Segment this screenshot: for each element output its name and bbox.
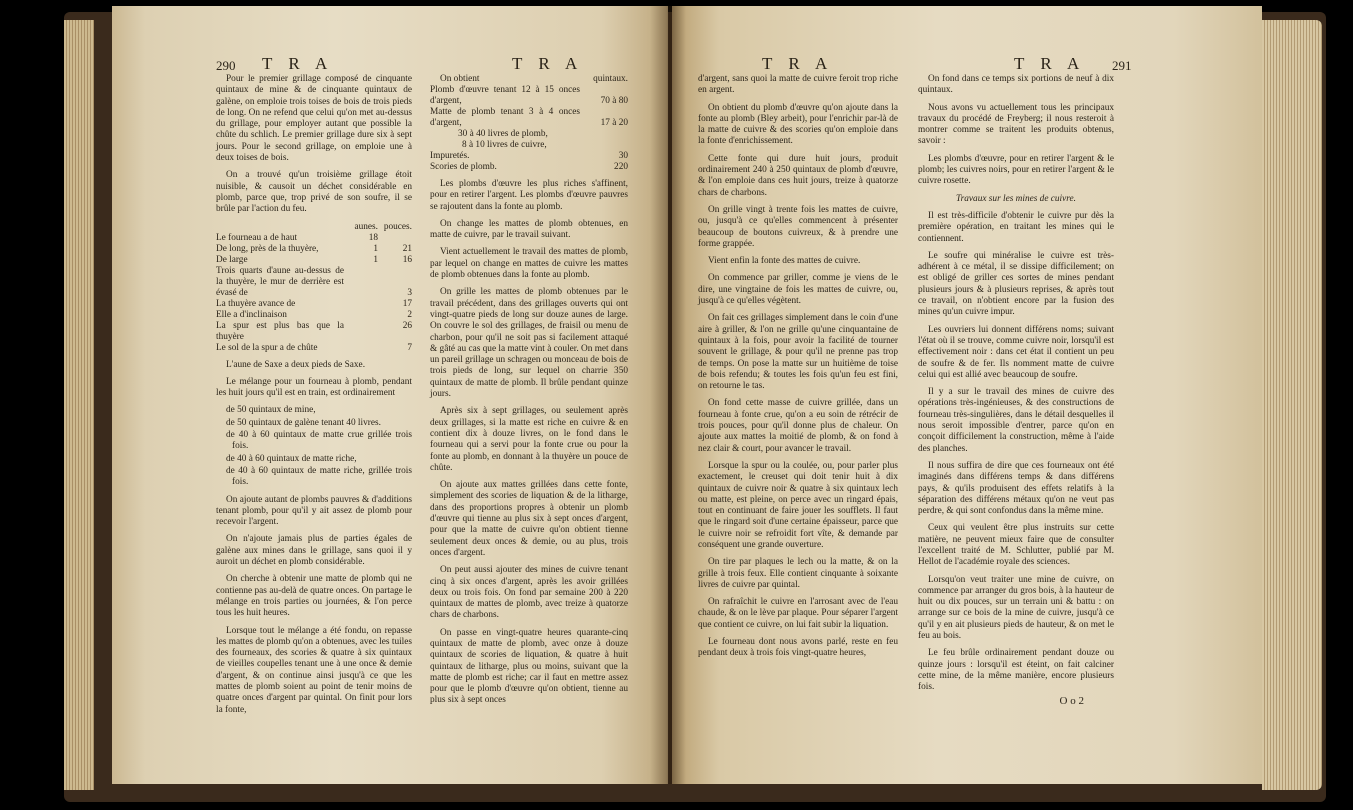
paragraph: Il est très-difficile d'obtenir le cuivre pur dès la première opération, en traitant les mines qui le contiennent.: [918, 210, 1114, 244]
table-cell: [344, 343, 378, 354]
paragraph: On rafraîchit le cuivre en l'arrosant avec de l'eau chaude, & on le lève par plaque. Pour séparer l'argent que contient ce cuivre, on lui fait subir la liquation.: [698, 597, 898, 630]
table-row: [216, 233, 412, 244]
table-cell: 18: [368, 232, 378, 243]
table-cell: [344, 299, 378, 310]
table-cell: 16: [402, 254, 412, 265]
table-cell: [580, 129, 628, 140]
list-item: de 50 quintaux de mine,: [226, 405, 316, 416]
table-cell: Scories de plomb.: [430, 162, 497, 172]
table-cell: 7: [407, 342, 412, 353]
table-cell: 220: [614, 162, 628, 172]
paragraph: Lorsque la spur ou la coulée, ou, pour parler plus exactement, le creuset qui doit tenir huit à dix quintaux de cuivre noir & quatre à six quintaux lech ou matte, est pleine, on perce avec un ringard épais, tout en continuant de faire jouer les soufflets. Il faut que le ringard soit d'une certaine épaisseur, parce que le cuivre noir se refroidit fort vîte, & demande par conséquent une grande ouverture.: [698, 460, 898, 550]
table-cell: 17: [402, 298, 412, 309]
table-cell: 21: [402, 243, 412, 254]
table-cell: [344, 321, 378, 343]
table-row: [430, 85, 628, 107]
paragraph: On n'ajoute jamais plus de parties égales de galène aux mines dans le grillage, sans quoi il y auroit un déchet en plomb considérable.: [216, 534, 412, 568]
list-item: de 40 à 60 quintaux de matte crue grillée trois fois.: [226, 430, 412, 452]
paragraph: Les plombs d'œuvre, pour en retirer l'argent & le plomb; les cuivres noirs, pour en retirer l'argent & le cuivre rosette.: [918, 153, 1114, 187]
paragraph: Vient enfin la fonte des mattes de cuivre.: [708, 256, 861, 267]
right-column-1: [698, 74, 898, 666]
table-row: [216, 343, 412, 354]
paragraph: Cette fonte qui dure huit jours, produit ordinairement 240 à 250 quintaux de plomb d'œuvre, & l'on emploie dans ces huit jours, treize à quatorze chars de charbons.: [698, 153, 898, 198]
list-item: de 40 à 60 quintaux de matte riche, grillée trois fois.: [226, 465, 412, 488]
right-page-edges: [1262, 20, 1322, 790]
table-row: [216, 310, 412, 321]
paragraph: Le mélange pour un fourneau à plomb, pendant les huit jours qu'il est en train, est ordinairement: [216, 376, 412, 399]
paragraph: On change les mattes de plomb obtenues, en matte de cuivre, par le travail suivant.: [430, 218, 628, 241]
left-page-edges: [64, 20, 94, 790]
table-cell: Le fourneau a de haut: [216, 232, 298, 243]
paragraph: On peut aussi ajouter des mines de cuivre tenant cinq à six onces d'argent, après les avoir grillées deux ou trois fois. On fond par semaine 200 à 220 quintaux de mattes de plomb, avec treize à quatorze chars de charbons.: [430, 565, 628, 621]
table-cell: 17 à 20: [600, 118, 628, 128]
table-cell: 1: [373, 254, 378, 265]
paragraph: On a trouvé qu'un troisième grillage étoit nuisible, & causoit un déchet considérable en plomb, parce que, trop privé de son soufre, il se brûle par l'action du feu.: [216, 170, 412, 215]
table-cell: De long, près de la thuyère,: [216, 243, 319, 254]
paragraph: Le feu brûle ordinairement pendant douze ou quinze jours : lorsqu'il est éteint, on fait calciner cette mine, de la même manière, encore plusieurs fois.: [918, 648, 1114, 693]
running-header-col2: T R A: [512, 54, 584, 73]
table-cell: La spur est plus bas que la thuyère: [216, 320, 344, 342]
table-cell: 8 à 10 livres de cuivre,: [462, 140, 547, 150]
table-cell: Le sol de la spur a de chûte: [216, 342, 318, 353]
paragraph: Lorsque tout le mélange a été fondu, on repasse les mattes de plomb qu'on a obtenues, avec les tuiles des fourneaux, des scories & quatre à six quintaux de vieilles coupelles tenant une à une once & demie d'argent, & on continue ainsi jusqu'à ce que les mattes de plomb soient au point de tenir moins de quatre onces d'argent par quintal. On finit pour lors la fonte,: [216, 625, 412, 715]
paragraph: Après six à sept grillages, ou seulement après deux grillages, si la matte est riche en cuivre & en contient dix à douze livres, on le fond dans le fourneau qui a servi pour la fonte crue ou pour la fonte au plomb, en donnant à la thuyère un pouce de chûte.: [430, 406, 628, 473]
table-cell: Elle a d'inclinaison: [216, 309, 287, 320]
paragraph: Ceux qui veulent être plus instruits sur cette matière, ne peuvent mieux faire que de consulter l'excellent traité de M. Schlutter, publié par M. Hellot de l'académie royale des sciences.: [918, 523, 1114, 568]
table-row: [430, 129, 628, 140]
paragraph: On grille vingt à trente fois les mattes de cuivre, ou, jusqu'à ce qu'elles commencent à présenter beaucoup de boutons cuivreux, & à prendre une forme grappée.: [698, 204, 898, 249]
paragraph: Le soufre qui minéralise le cuivre est très-adhérent à ce métal, il se dissipe difficilement; on est obligé de griller ces sortes de mines pendant plusieurs jours & à plusieurs reprises, & après tout ce travail, on n'obtient encore par la fusion des mines qu'un cuivre impur.: [918, 250, 1114, 318]
table-cell: Matte de plomb tenant 3 à 4 onces d'argent,: [430, 107, 580, 128]
paragraph: Nous avons vu actuellement tous les principaux travaux du procédé de Freyberg; il nous resteroit à montrer comme se traitent les produits obtenus, savoir :: [918, 102, 1114, 147]
table-row: [430, 151, 628, 162]
paragraph: Vient actuellement le travail des mattes de plomb, par lequel on change en mattes de cuivre les mattes de plomb obtenues dans la fonte au plomb.: [430, 247, 628, 281]
right-column-2: [918, 74, 1114, 707]
table-cell: De large: [216, 254, 248, 265]
paragraph: On obtient du plomb d'œuvre qu'on ajoute dans la fonte au plomb (Bley arbeit), pour l'enrichir par-là de la matte de cuivre & des scories qu'on emploie dans la fonte d'enrichissement.: [698, 102, 898, 147]
table-cell: [378, 233, 412, 244]
paragraph: Lorsqu'on veut traiter une mine de cuivre, on commence par arranger du gros bois, à la hauteur de huit ou dix pouces, sur un terrain uni & battu : on arrange sur ce bois de la mine de cuivre, jusqu'à ce qu'il y en ait plusieurs pieds de hauteur, & on met le feu au bois.: [918, 574, 1114, 642]
left-column-1: [216, 74, 412, 722]
table-cell: 30: [618, 151, 628, 161]
table-row: [430, 140, 628, 151]
paragraph: On tire par plaques le lech ou la matte, & on la grille à trois feux. Elle contient cinquante à soixante livres de cuivre par quintal.: [698, 557, 898, 590]
table-cell: 30 à 40 livres de plomb,: [458, 129, 548, 139]
table-cell: Plomb d'œuvre tenant 12 à 15 onces d'argent,: [430, 85, 580, 106]
table-cell: [580, 140, 628, 151]
table-header: aunes.: [354, 221, 378, 232]
table-cell: Trois quarts d'aune au-dessus de la thuyère, le mur de derrière est évasé de: [216, 265, 344, 298]
table-cell: 26: [402, 320, 412, 331]
paragraph: Les plombs d'œuvre les plus riches s'affinent, pour en retirer l'argent. Les plombs d'œuvre pauvres se rajoutent dans la fonte au plomb.: [430, 179, 628, 212]
list-item: de 40 à 60 quintaux de matte riche,: [226, 453, 357, 464]
section-subheading: Travaux sur les mines de cuivre.: [956, 193, 1076, 204]
table-row: [216, 266, 412, 299]
table-row: [216, 299, 412, 310]
yield-table: [430, 74, 628, 173]
table-row: [430, 74, 628, 85]
paragraph: On grille les mattes de plomb obtenues par le travail précédent, dans des grillages ouverts qui ont vingt-quatre pieds de long sur douze aunes de large. On couvre le sol des grillages, de fraisil ou menu de charbon, pour qu'il ne soit pas si facilement attaqué & gâté au cas que la matte vint à couler. On met dans un pareil grillage un schragen ou monceau de bois de trois pieds de long, sur lequel on charrie 350 quintaux de matte de plomb. Il brûle pendant quinze jours.: [430, 287, 629, 400]
paragraph: Le fourneau dont nous avons parlé, reste en feu pendant deux à trois fois vingt-quatre heures,: [698, 637, 898, 659]
list-item: de 50 quintaux de galène tenant 40 livres.: [226, 417, 381, 428]
paragraph: On passe en vingt-quatre heures quarante-cinq quintaux de matte de plomb, avec onze à douze quintaux de scories de liquation, & quatre à huit quintaux de litharge, plus ou moins, suivant que la matte de plomb est riche; car il faut en mettre assez pour que le plomb d'œuvre qu'on obtient, tienne au plus six à sept onces: [430, 627, 628, 706]
left-page: [112, 6, 668, 784]
paragraph: d'argent, sans quoi la matte de cuivre feroit trop riche en argent.: [698, 74, 898, 96]
paragraph: On ajoute autant de plombs pauvres & d'additions tenant plomb, pour qu'il y ait assez de plomb pour recevoir l'argent.: [216, 494, 412, 528]
paragraph: Les ouvriers lui donnent différens noms; suivant l'état où il se trouve, comme cuivre noir, lorsqu'il est effectivement noir : dans cet état il contient un peu de soufre & de fer. Ils nomment matte de cuivre celui qui est allié avec beaucoup de soufre.: [918, 324, 1114, 380]
table-cell: 70 à 80: [600, 96, 628, 106]
table-row: [430, 162, 628, 173]
paragraph: On cherche à obtenir une matte de plomb qui ne contienne pas au-delà de quatre onces. On partage le mélange en trois parties ou journées, & l'on perce tous les huit heures.: [216, 574, 412, 619]
table-header: quintaux.: [593, 74, 628, 84]
signature-mark: O o 2: [1059, 694, 1084, 707]
table-row: [216, 244, 412, 255]
table-row: [216, 255, 412, 266]
book-gutter: [650, 6, 686, 784]
running-header: T R A: [1014, 54, 1086, 73]
paragraph: On fond dans ce temps six portions de neuf à dix quintaux.: [918, 74, 1114, 96]
paragraph: Il nous suffira de dire que ces fourneaux ont été imaginés dans différens temps & dans différens pays, & qu'ils produisent des effets relatifs à la séparation des différens métaux qu'on ne veut pas perdre, & qui sont confondus dans la même mine.: [918, 460, 1114, 517]
table-cell: [344, 310, 378, 321]
table-cell: Impuretés.: [430, 151, 470, 161]
paragraph: Pour le premier grillage composé de cinquante quintaux de mine & de cinquante quintaux de galène, on emploie trois toises de bois de trois pieds de long. On ne refend que celui qu'on met au-dessus du grillage, pour employer autant que possible la chûte du schlich. Le premier grillage dure six à sept jours. Pour le second grillage, on emploie une à deux toises de bois.: [216, 74, 412, 164]
furnace-dimensions-table: [216, 222, 412, 354]
left-column-2: [430, 74, 628, 713]
paragraph: L'aune de Saxe a deux pieds de Saxe.: [226, 359, 366, 370]
table-row: [430, 107, 628, 129]
paragraph: Il y a sur le travail des mines de cuivre des opérations très-ingénieuses, & des constructions de fourneau très-singulières, dans le détail desquelles il nous seroit impossible d'entrer, parce qu'on en conçoit difficilement la construction, même à l'aide des planches.: [918, 387, 1114, 454]
table-cell: La thuyère avance de: [216, 298, 296, 309]
running-header: T R A: [262, 54, 334, 73]
table-row: [216, 321, 412, 343]
table-cell: [344, 266, 378, 299]
paragraph: On commence par griller, comme je viens de le dire, une vingtaine de fois les mattes de cuivre, ou, jusqu'à ce qu'elles végètent.: [698, 273, 898, 307]
paragraph: On ajoute aux mattes grillées dans cette fonte, simplement des scories de liquation & de la litharge, dans des proportions propres à obtenir un plomb d'œuvre qui tienne au plus six à sept onces d'argent, pour que la matte de cuivre qu'on obtient tienne seulement deux onces & demie, ou au plus, trois onces d'argent.: [430, 480, 628, 558]
page-number: 290: [216, 58, 236, 73]
table-header: pouces.: [383, 221, 412, 232]
paragraph: On fait ces grillages simplement dans le coin d'une aire à griller, & l'on ne grille qu'une cinquantaine de quintaux à la fois, pour avoir la facilité de tourner souvent le grillage, & pour qu'il ne prenne pas trop de temps. On pose la matte sur un huitième de toise de bois refendu; & toutes les fois qu'un feu est fini, on retourne le tas.: [698, 313, 898, 392]
running-header-col1: T R A: [762, 54, 834, 73]
paragraph: On fond cette masse de cuivre grillée, dans un fourneau à fonte crue, qu'on a eu soin de rétrécir de trois pouces, pour qu'il donne plus de chaleur. On ajoute aux mattes la moitié de plomb, & on fond à nez clair & court, pour avancer le travail.: [698, 398, 898, 454]
table-cell: On obtient: [440, 74, 480, 84]
table-cell: 3: [407, 287, 412, 298]
table-cell: 1: [373, 243, 378, 254]
table-cell: 2: [407, 309, 412, 320]
right-page: [672, 6, 1262, 784]
page-number: 291: [1112, 58, 1132, 73]
